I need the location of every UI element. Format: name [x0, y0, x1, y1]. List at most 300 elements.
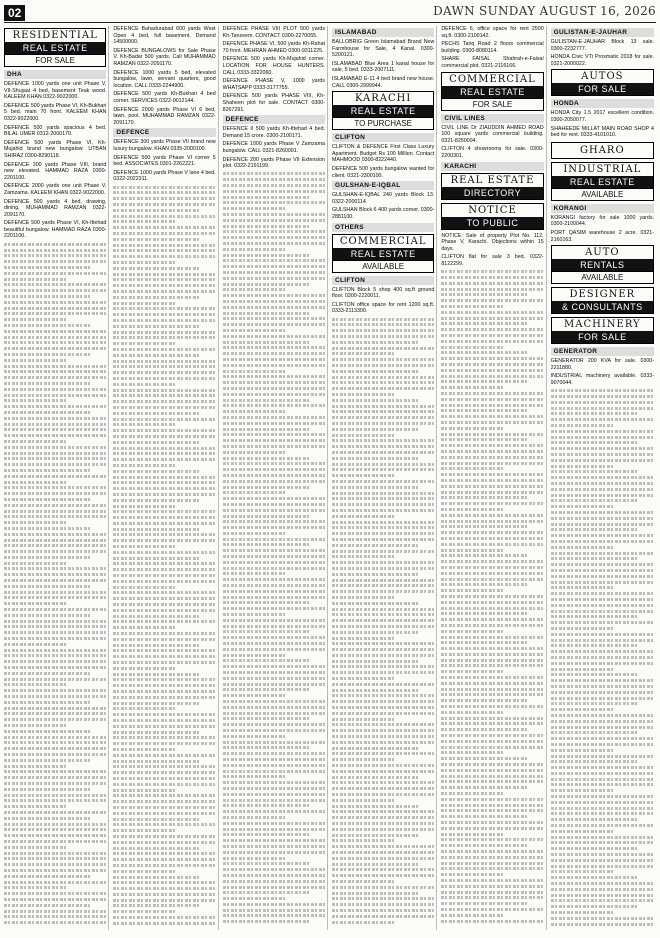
text-line-texture	[441, 322, 527, 325]
text-line-texture	[332, 648, 434, 651]
text-line-texture	[4, 307, 106, 310]
text-line-texture	[441, 902, 527, 905]
text-line-texture	[4, 712, 106, 715]
text-line-texture	[441, 502, 543, 505]
classified-ad: DEFENCE 500 yards Phase VI, Kh-Bukhari 5 bed, main 70 front. KALEEM KHAN 0322-9022000.	[4, 102, 107, 122]
text-line-texture	[4, 249, 106, 252]
classified-ad: DEFENCE 300 yards Phase VIII, brand new elevated. HAMMAD RAZA 0300-2201100.	[4, 161, 107, 181]
text-line-texture	[332, 503, 434, 506]
text-line-texture	[551, 812, 654, 815]
text-line-texture	[4, 805, 67, 808]
text-line-texture	[223, 375, 325, 378]
text-line-texture	[551, 494, 654, 497]
text-line-texture	[441, 664, 543, 667]
text-line-texture	[113, 887, 215, 890]
text-line-texture	[4, 765, 67, 768]
text-line-texture	[223, 259, 325, 262]
text-line-texture	[551, 894, 654, 897]
text-line-texture	[113, 377, 215, 380]
text-line-texture	[441, 398, 543, 401]
text-line-texture	[332, 694, 434, 697]
text-line-texture	[113, 615, 199, 618]
text-line-texture	[4, 283, 106, 286]
text-line-texture	[4, 834, 106, 837]
text-line-texture	[551, 899, 654, 902]
text-line-texture	[332, 555, 395, 558]
text-line-texture	[551, 720, 654, 723]
classified-ad: CLIFTON 4 showrooms for sale. 0300-2200301.	[441, 146, 544, 159]
text-line-texture	[223, 845, 325, 848]
text-line-texture	[551, 708, 615, 711]
text-line-texture	[4, 759, 90, 762]
text-line-texture	[4, 863, 106, 866]
text-line-texture	[4, 312, 106, 315]
text-line-texture	[441, 520, 543, 523]
text-line-texture	[441, 462, 543, 465]
text-line-texture	[4, 654, 106, 657]
text-line-texture	[551, 650, 654, 653]
text-line-texture	[4, 260, 106, 263]
text-line-texture	[332, 776, 418, 779]
text-line-texture	[113, 852, 215, 855]
text-line-texture	[113, 690, 215, 693]
text-line-texture	[332, 347, 434, 350]
text-line-texture	[4, 359, 67, 362]
text-line-texture	[113, 522, 215, 525]
text-line-texture	[113, 360, 215, 363]
text-line-texture	[223, 862, 309, 865]
page-header	[4, 4, 656, 23]
text-line-texture	[332, 428, 418, 431]
text-line-texture	[223, 578, 325, 581]
text-line-texture	[551, 876, 638, 879]
text-line-texture	[113, 881, 215, 884]
text-line-texture	[332, 781, 434, 784]
classified-ad: DEFENCE 500 yards Kh-Bukhari 4 bed corner. SERVICES 0322-0012144.	[113, 91, 216, 104]
text-line-texture	[223, 920, 309, 923]
text-line-texture	[223, 857, 286, 860]
text-line-texture	[223, 758, 325, 761]
text-line-texture	[223, 178, 325, 181]
classified-ad: DEFENCE BUNGALOWS for Sale Phase V. Kh-Badar 500 yards. Call MUHAMMAD RAMZAN 0322-2091170.	[113, 47, 216, 67]
classified-ad: DEFENCE 500 yards Phase VI, Kh-Ittehad beautiful bungalow. HAMMAD RAZA 0300-2201100.	[4, 220, 107, 240]
text-line-texture	[551, 789, 615, 792]
text-line-texture	[223, 254, 309, 257]
text-line-texture	[4, 527, 90, 530]
text-line-texture	[223, 903, 325, 906]
text-line-texture	[332, 642, 434, 645]
text-line-texture	[332, 509, 434, 512]
text-line-texture	[113, 476, 215, 479]
text-line-texture	[4, 736, 106, 739]
text-line-texture	[551, 598, 654, 601]
section-label: DEFENCE	[223, 115, 325, 124]
text-line-texture	[332, 457, 418, 460]
text-line-texture	[441, 734, 543, 737]
text-line-texture	[441, 769, 543, 772]
category-title: DESIGNER	[569, 289, 636, 301]
text-line-texture	[113, 365, 215, 368]
text-line-texture	[441, 392, 543, 395]
text-line-texture	[223, 851, 325, 854]
text-line-texture	[441, 786, 527, 789]
text-line-texture	[4, 701, 90, 704]
text-line-texture	[551, 511, 654, 514]
text-line-texture	[551, 749, 615, 752]
text-line-texture	[441, 276, 543, 279]
classified-ad: HONDA City 1.5 2017 excellent condition. 0300-2050077.	[550, 110, 654, 123]
text-line-texture	[223, 810, 325, 813]
text-line-texture	[551, 859, 654, 862]
text-line-texture	[332, 868, 434, 871]
text-line-texture	[551, 801, 654, 804]
text-line-texture	[441, 659, 543, 662]
text-line-texture	[551, 482, 654, 485]
text-line-texture	[223, 526, 325, 529]
text-line-texture	[223, 723, 325, 726]
text-line-texture	[332, 422, 434, 425]
text-line-texture	[4, 567, 106, 570]
column-2	[113, 26, 218, 930]
text-line-texture	[4, 394, 106, 397]
text-line-texture	[551, 407, 654, 410]
classified-ad: NOTICE: Sale of property Plot No. 112, Phase V, Karachi. Objections within 15 days.	[441, 232, 544, 252]
text-line-texture	[223, 897, 286, 900]
text-line-texture	[113, 707, 176, 710]
section-label: OTHERS	[332, 223, 434, 232]
text-filler	[4, 243, 106, 924]
text-line-texture	[113, 742, 215, 745]
text-line-texture	[223, 839, 325, 842]
text-line-texture	[332, 405, 434, 408]
text-line-texture	[4, 498, 90, 501]
text-line-texture	[441, 763, 543, 766]
category-title: MACHINERY	[564, 319, 641, 331]
text-line-texture	[441, 833, 504, 836]
text-line-texture	[223, 909, 325, 912]
text-line-texture	[4, 788, 90, 791]
text-line-texture	[441, 717, 543, 720]
text-line-texture	[113, 858, 215, 861]
text-line-texture	[223, 619, 325, 622]
text-line-texture	[551, 702, 638, 705]
text-line-texture	[4, 533, 106, 536]
text-line-texture	[332, 474, 395, 477]
text-line-texture	[223, 671, 325, 674]
text-line-texture	[4, 405, 106, 408]
text-line-texture	[332, 828, 434, 831]
text-line-texture	[113, 777, 215, 780]
text-line-texture	[551, 731, 638, 734]
text-line-texture	[223, 399, 309, 402]
text-line-texture	[332, 387, 434, 390]
text-line-texture	[551, 604, 654, 607]
text-line-texture	[113, 661, 215, 664]
category-type: FOR SALE	[442, 98, 542, 110]
category-type: FOR SALE	[5, 54, 105, 66]
text-line-texture	[441, 293, 527, 296]
classified-ad: DEFENCE 1000 yards Phase V lane 4 bed. 0322-2022311.	[113, 169, 216, 183]
text-line-texture	[441, 740, 543, 743]
text-line-texture	[332, 834, 418, 837]
text-line-texture	[113, 255, 215, 258]
text-line-texture	[551, 395, 654, 398]
category-title: NOTICE	[468, 204, 517, 216]
text-line-texture	[4, 747, 106, 750]
text-line-texture	[4, 330, 106, 333]
text-line-texture	[4, 724, 67, 727]
text-line-texture	[113, 893, 215, 896]
text-line-texture	[551, 743, 654, 746]
category-header-autos	[551, 69, 654, 96]
text-line-texture	[4, 881, 106, 884]
text-filler	[441, 270, 543, 922]
text-line-texture	[332, 515, 395, 518]
text-line-texture	[4, 278, 67, 281]
text-line-texture	[332, 399, 418, 402]
text-line-texture	[113, 400, 215, 403]
text-line-texture	[441, 607, 543, 610]
text-line-texture	[113, 916, 215, 919]
text-line-texture	[441, 543, 543, 546]
text-filler	[551, 389, 654, 925]
text-line-texture	[223, 225, 309, 228]
text-line-texture	[113, 435, 215, 438]
text-line-texture	[551, 412, 638, 415]
text-line-texture	[223, 549, 325, 552]
text-line-texture	[113, 458, 215, 461]
text-line-texture	[113, 841, 215, 844]
text-line-texture	[223, 787, 325, 790]
text-line-texture	[113, 487, 215, 490]
text-line-texture	[223, 306, 325, 309]
text-line-texture	[441, 572, 543, 575]
text-line-texture	[223, 741, 325, 744]
text-line-texture	[4, 770, 106, 773]
text-line-texture	[551, 644, 638, 647]
text-line-texture	[223, 781, 325, 784]
text-line-texture	[551, 633, 654, 636]
classified-ad: DEFENCE II 500 yards Kh-Ittehad 4 bed. Demand 15 crore. 0300-2100171.	[222, 126, 325, 139]
text-line-texture	[441, 670, 504, 673]
text-line-texture	[551, 737, 654, 740]
text-line-texture	[4, 840, 106, 843]
text-line-texture	[223, 630, 309, 633]
text-line-texture	[4, 904, 90, 907]
text-line-texture	[332, 892, 418, 895]
text-line-texture	[4, 353, 90, 356]
text-line-texture	[113, 336, 215, 339]
text-line-texture	[4, 428, 106, 431]
text-line-texture	[223, 914, 325, 917]
text-line-texture	[441, 270, 543, 273]
text-line-texture	[4, 620, 106, 623]
text-line-texture	[441, 340, 543, 343]
text-line-texture	[441, 525, 527, 528]
text-line-texture	[551, 870, 615, 873]
text-line-texture	[332, 683, 434, 686]
text-line-texture	[551, 528, 638, 531]
text-line-texture	[4, 608, 106, 611]
text-line-texture	[441, 792, 504, 795]
text-line-texture	[332, 718, 395, 721]
text-line-texture	[441, 369, 543, 372]
text-line-texture	[113, 754, 215, 757]
text-line-texture	[4, 411, 90, 414]
text-line-texture	[441, 589, 504, 592]
text-line-texture	[223, 816, 286, 819]
text-line-texture	[551, 459, 654, 462]
text-line-texture	[223, 561, 325, 564]
text-line-texture	[332, 434, 395, 437]
text-line-texture	[441, 711, 504, 714]
text-line-texture	[113, 232, 215, 235]
text-line-texture	[551, 668, 615, 671]
text-line-texture	[4, 672, 90, 675]
text-line-texture	[113, 545, 176, 548]
text-line-texture	[223, 625, 325, 628]
text-line-texture	[441, 560, 543, 563]
text-line-texture	[332, 352, 395, 355]
text-line-texture	[223, 370, 286, 373]
text-line-texture	[4, 446, 106, 449]
text-line-texture	[332, 851, 434, 854]
text-line-texture	[4, 336, 106, 339]
text-line-texture	[551, 424, 615, 427]
text-line-texture	[223, 880, 325, 883]
text-line-texture	[551, 389, 654, 392]
text-line-texture	[4, 440, 67, 443]
classified-ad: DEFENCE 500 yards bungalow wanted for client. 0321-2300100.	[332, 165, 435, 179]
text-line-texture	[223, 277, 325, 280]
text-line-texture	[4, 637, 106, 640]
category-header-machinery	[551, 317, 654, 344]
text-line-texture	[441, 485, 543, 488]
text-line-texture	[551, 841, 654, 844]
text-line-texture	[332, 822, 434, 825]
text-line-texture	[551, 453, 654, 456]
category-title: INDUSTRIAL	[563, 163, 642, 175]
text-line-texture	[113, 557, 199, 560]
text-line-texture	[332, 480, 434, 483]
text-line-texture	[4, 469, 90, 472]
text-line-texture	[4, 811, 106, 814]
text-line-texture	[223, 590, 325, 593]
text-line-texture	[332, 903, 434, 906]
category-type: AVAILABLE	[333, 260, 433, 272]
text-line-texture	[441, 473, 543, 476]
page-number: 02	[4, 5, 25, 21]
text-line-texture	[113, 835, 215, 838]
text-line-texture	[113, 348, 215, 351]
text-line-texture	[113, 423, 176, 426]
text-line-texture	[332, 874, 434, 877]
text-line-texture	[441, 699, 527, 702]
text-line-texture	[4, 289, 106, 292]
text-line-texture	[113, 412, 199, 415]
text-line-texture	[113, 203, 215, 206]
text-line-texture	[441, 775, 543, 778]
text-line-texture	[113, 307, 215, 310]
text-line-texture	[551, 488, 654, 491]
text-line-texture	[441, 409, 527, 412]
text-line-texture	[223, 868, 325, 871]
text-line-texture	[113, 267, 199, 270]
text-line-texture	[441, 496, 527, 499]
text-line-texture	[223, 474, 325, 477]
classified-ad: CIVIL LINE Dr ZIAUDDIN AHMED ROAD 100 square yards commercial building. 0321-8250004.	[441, 124, 544, 144]
category-subtitle: REAL ESTATE	[333, 105, 433, 117]
text-line-texture	[223, 532, 286, 535]
text-line-texture	[4, 823, 106, 826]
text-line-texture	[113, 261, 176, 264]
text-line-texture	[4, 707, 106, 710]
text-line-texture	[113, 736, 215, 739]
text-line-texture	[551, 882, 654, 885]
text-line-texture	[4, 718, 106, 721]
text-line-texture	[113, 644, 199, 647]
text-line-texture	[332, 810, 434, 813]
text-line-texture	[441, 798, 543, 801]
category-header-purchase	[332, 91, 434, 130]
text-line-texture	[332, 579, 434, 582]
text-line-texture	[332, 550, 434, 553]
text-line-texture	[4, 550, 106, 553]
text-line-texture	[332, 723, 434, 726]
text-line-texture	[332, 619, 434, 622]
text-line-texture	[113, 632, 215, 635]
text-line-texture	[441, 427, 504, 430]
text-line-texture	[332, 729, 434, 732]
text-line-texture	[441, 804, 543, 807]
text-line-texture	[4, 852, 106, 855]
text-line-texture	[223, 828, 325, 831]
text-filler	[113, 186, 215, 925]
section-label: GULISTAN-E-JAUHAR	[551, 28, 654, 37]
text-line-texture	[332, 787, 434, 790]
section-label: CLIFTON	[332, 133, 434, 142]
text-line-texture	[332, 839, 395, 842]
text-line-texture	[332, 370, 418, 373]
text-line-texture	[223, 364, 325, 367]
text-line-texture	[332, 318, 434, 321]
text-line-texture	[332, 445, 434, 448]
text-line-texture	[223, 509, 325, 512]
text-line-texture	[113, 904, 199, 907]
text-line-texture	[332, 590, 434, 593]
text-line-texture	[332, 544, 418, 547]
text-line-texture	[4, 254, 106, 257]
text-line-texture	[4, 318, 67, 321]
text-line-texture	[4, 857, 106, 860]
classified-ad: BALLOBRIG Green Islamabad Brand New Farmhouse for Sale, 4 Kanal. 0300-5200121.	[332, 39, 435, 59]
text-line-texture	[551, 656, 654, 659]
text-line-texture	[113, 847, 199, 850]
text-line-texture	[4, 510, 106, 513]
text-line-texture	[113, 470, 199, 473]
text-line-texture	[4, 643, 67, 646]
text-line-texture	[441, 438, 527, 441]
text-line-texture	[551, 430, 654, 433]
classified-ad: DEFENCE 500 yards PHASE VIII, Kh-Shaheen plot for sale. CONTACT 0300-8267291.	[222, 93, 325, 113]
text-line-texture	[441, 380, 527, 383]
category-title: COMMERCIAL	[339, 235, 427, 247]
text-line-texture	[332, 439, 434, 442]
text-line-texture	[332, 921, 395, 924]
text-line-texture	[113, 812, 215, 815]
text-line-texture	[113, 673, 199, 676]
text-line-texture	[223, 683, 325, 686]
